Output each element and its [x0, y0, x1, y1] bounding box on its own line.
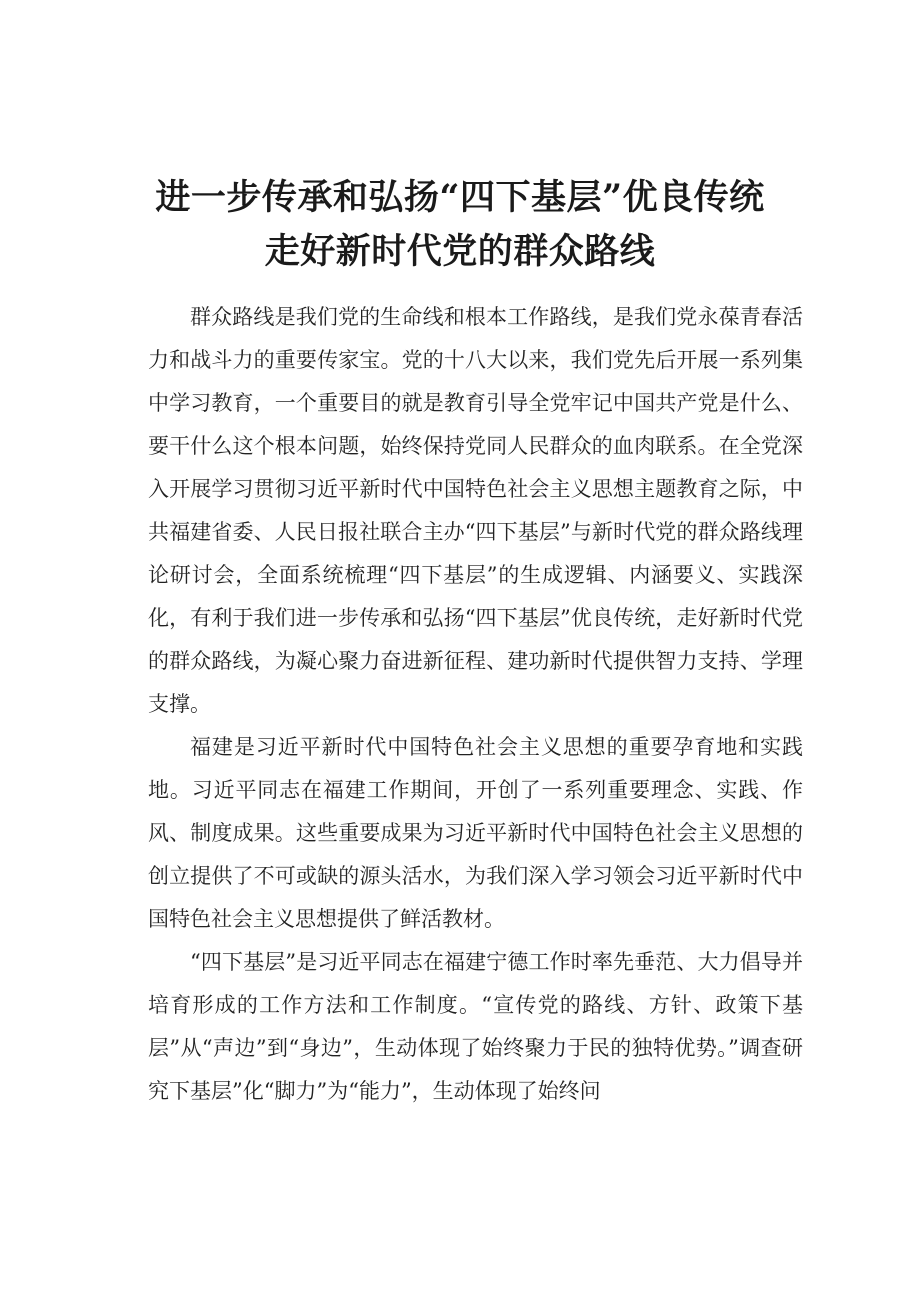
paragraph-3: “四下基层”是习近平同志在福建宁德工作时率先垂范、大力倡导并培育形成的工作方法和工作制度。“宣传党的路线、方针、政策下基层”从“声边”到“身边”，生动体现了始终聚力于民的独特优势。”调查研究下基层”化“脚力”为“能力”，生动体现了始终问 — [148, 950, 803, 1103]
document-title — [120, 171, 800, 279]
document-body — [148, 296, 803, 1113]
paragraph-2: 福建是习近平新时代中国特色社会主义思想的重要孕育地和实践地。习近平同志在福建工作期间，开创了一系列重要理念、实践、作风、制度成果。这些重要成果为习近平新时代中国特色社会主义思想的创立提供了不可或缺的源头活水，为我们深入学习领会习近平新时代中国特色社会主义思想提供了鲜活教材。 — [148, 735, 803, 931]
title-line-1: 进一步传承和弘扬“四下基层”优良传统 — [155, 177, 765, 219]
title-line-2: 走好新时代党的群众路线 — [264, 231, 656, 273]
paragraph-1: 群众路线是我们党的生命线和根本工作路线，是我们党永葆青春活力和战斗力的重要传家宝。党的十八大以来，我们党先后开展一系列集中学习教育，一个重要目的就是教育引导全党牢记中国共产党是什么、要干什么这个根本问题，始终保持党同人民群众的血肉联系。在全党深入开展学习贯彻习近平新时代中国特色社会主义思想主题教育之际，中共福建省委、人民日报社联合主办“四下基层”与新时代党的群众路线理论研讨会，全面系统梳理“四下基层”的生成逻辑、内涵要义、实践深化，有利于我们进一步传承和弘扬“四下基层”优良传统，走好新时代党的群众路线，为凝心聚力奋进新征程、建功新时代提供智力支持、学理支撑。 — [148, 305, 803, 716]
